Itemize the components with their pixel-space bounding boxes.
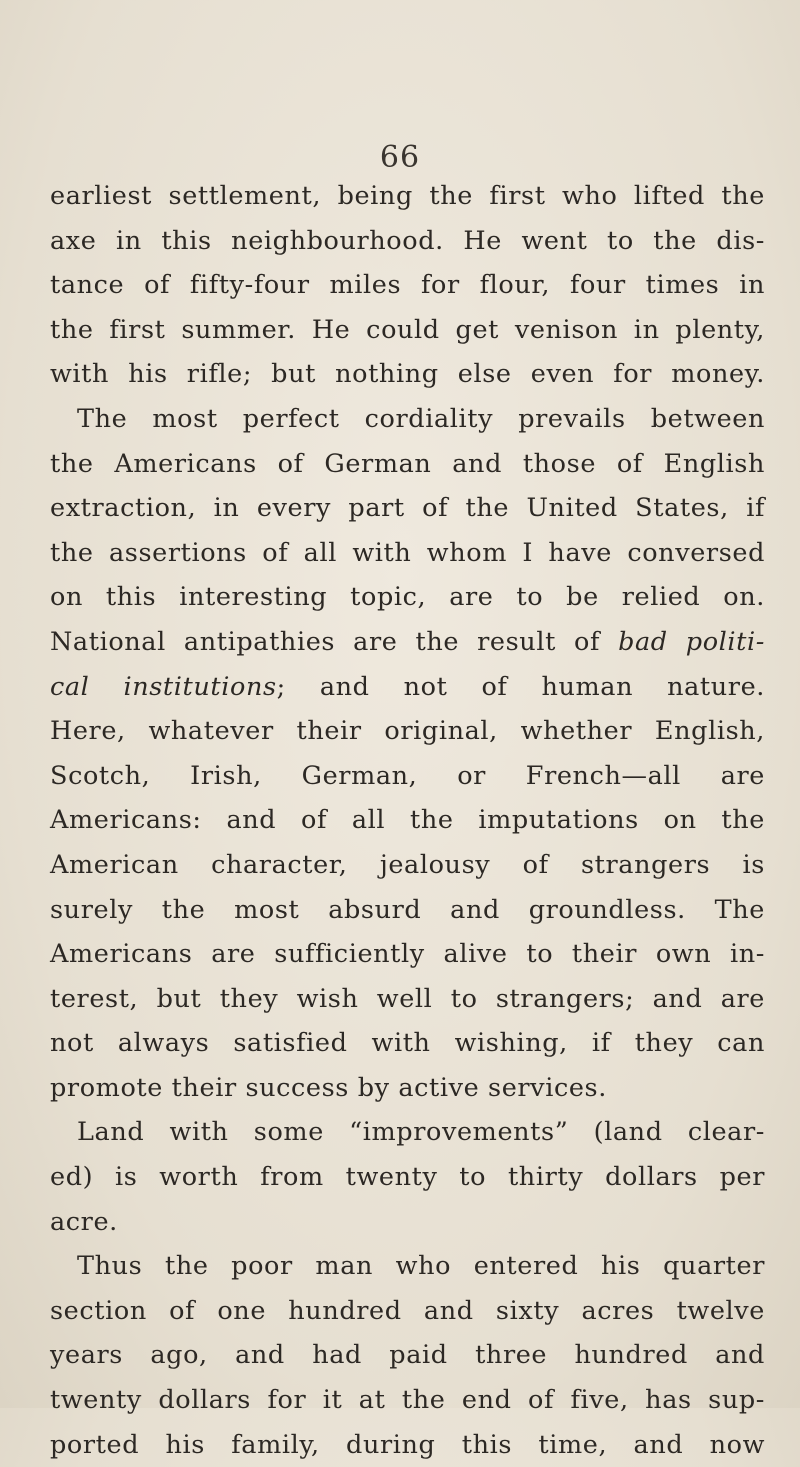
text-line: terest, but they wish well to strangers; and are bbox=[50, 983, 765, 1014]
text-line: Land with some “improvements” (land clear- bbox=[77, 1117, 765, 1148]
text-line: Here, whatever their original, whether English, bbox=[50, 716, 765, 747]
text-line: extraction, in every part of the United States, if bbox=[50, 493, 765, 524]
text-line: surely the most absurd and groundless. The bbox=[50, 894, 765, 925]
text-line: Thus the poor man who entered his quarter bbox=[77, 1251, 765, 1282]
body-text bbox=[50, 174, 765, 1467]
text-line: ported his family, during this time, and now bbox=[50, 1429, 765, 1460]
text-line: section of one hundred and sixty acres twelve bbox=[50, 1295, 765, 1326]
text-line: National antipathies are the result of bad politi- bbox=[50, 626, 766, 657]
text-line: cal institutions; and not of human nature. bbox=[50, 671, 765, 702]
page-number: 66 bbox=[379, 140, 421, 175]
text-line: acre. bbox=[50, 1206, 118, 1237]
text-line: earliest settlement, being the first who lifted the bbox=[50, 181, 765, 211]
text-line: ed) is worth from twenty to thirty dollars per bbox=[50, 1162, 765, 1193]
text-line: the assertions of all with whom I have conversed bbox=[50, 537, 765, 568]
text-line: Scotch, Irish, German, or French—all are bbox=[50, 760, 765, 791]
text-line: not always satisfied with wishing, if they can bbox=[50, 1028, 765, 1059]
text-line: twenty dollars for it at the end of five, has sup- bbox=[50, 1385, 765, 1416]
text-line: the Americans of German and those of English bbox=[50, 448, 765, 479]
text-line: Americans are sufficiently alive to their own in- bbox=[50, 939, 765, 970]
text-line: with his rifle; but nothing else even for money. bbox=[50, 359, 765, 390]
text-line: promote their success by active services. bbox=[50, 1072, 607, 1103]
text-line: the first summer. He could get venison in plenty, bbox=[50, 314, 765, 345]
text-line: American character, jealousy of strangers is bbox=[50, 849, 765, 880]
text-line: axe in this neighbourhood. He went to the dis- bbox=[50, 225, 765, 256]
text-line: on this interesting topic, are to be relied on. bbox=[50, 582, 765, 613]
text-line: Americans: and of all the imputations on the bbox=[50, 805, 765, 836]
text-line: years ago, and had paid three hundred and bbox=[50, 1340, 765, 1371]
text-line: tance of fifty-four miles for flour, four times in bbox=[50, 270, 765, 301]
text-line: The most perfect cordiality prevails between bbox=[77, 403, 765, 434]
